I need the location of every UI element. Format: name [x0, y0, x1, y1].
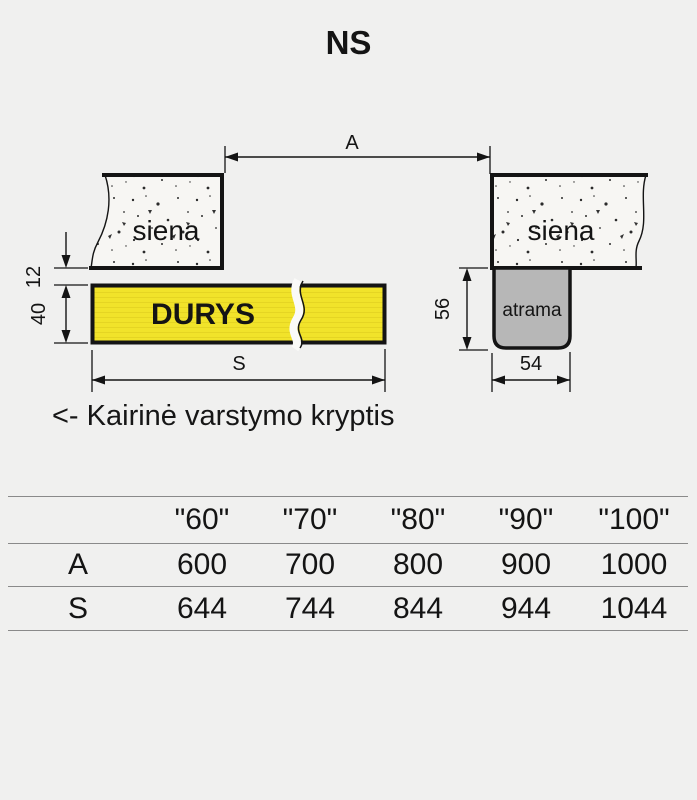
- row-s-value-70: 744: [284, 591, 336, 625]
- table-column-60: "60": [174, 503, 230, 536]
- dimension-s: [92, 349, 385, 392]
- table-corner-cell: [8, 497, 148, 543]
- table-column-100: "100": [598, 503, 670, 536]
- row-a-value-70: 700: [284, 548, 336, 581]
- row-a-value-80: 800: [392, 548, 444, 581]
- dimension-56: [432, 268, 488, 350]
- door: [93, 280, 385, 349]
- table-column-80: "80": [390, 503, 446, 536]
- row-a-value-90: 900: [500, 548, 552, 581]
- table-header-row: [8, 496, 688, 543]
- dim-54-arrow-right: [557, 376, 570, 385]
- dim-54-label: 54: [519, 353, 543, 375]
- table-row-a: [8, 543, 688, 586]
- dim-56-arrow-top: [463, 268, 472, 281]
- row-s-value-80: 844: [392, 591, 444, 625]
- right-wall: [490, 173, 648, 270]
- row-s-value-60: 644: [176, 591, 228, 625]
- dim-56-label: 56: [432, 297, 454, 321]
- page-title: NS: [325, 24, 372, 61]
- dimension-54: [492, 352, 570, 392]
- left-wall-label: siena: [132, 215, 200, 246]
- row-a-value-60: 600: [176, 548, 228, 581]
- dim-12-arrow: [62, 255, 71, 268]
- support-block: [494, 268, 570, 348]
- right-wall-label: siena: [527, 215, 595, 246]
- dim-a-arrow-right: [477, 153, 490, 162]
- dim-40-arrow-bottom: [62, 330, 71, 343]
- opening-direction-caption: <- Kairinė varstymo kryptis: [52, 400, 395, 432]
- row-s-value-90: 944: [500, 591, 552, 625]
- dim-a-arrow-left: [225, 153, 238, 162]
- table-column-90: "90": [498, 503, 554, 536]
- dim-s-arrow-right: [372, 376, 385, 385]
- left-wall: [89, 173, 224, 270]
- dim-s-arrow-left: [92, 376, 105, 385]
- dimension-a: [225, 132, 490, 174]
- row-s-value-100: 1044: [600, 591, 668, 625]
- dim-40-label: 40: [28, 302, 50, 326]
- dim-s-label: S: [232, 353, 246, 375]
- dimension-40: [28, 285, 88, 343]
- dim-40-arrow-top: [62, 285, 71, 298]
- row-a-label: A: [67, 548, 88, 581]
- dim-a-label: A: [345, 132, 359, 154]
- dimension-12: [23, 232, 88, 288]
- size-table: [8, 496, 688, 631]
- dim-12-label: 12: [23, 265, 45, 289]
- support-label: atrama: [502, 300, 562, 321]
- row-s-label: S: [67, 591, 88, 625]
- table-column-70: "70": [282, 503, 338, 536]
- table-row-s: [8, 586, 688, 631]
- dim-56-arrow-bottom: [463, 337, 472, 350]
- dim-54-arrow-left: [492, 376, 505, 385]
- row-a-value-100: 1000: [600, 548, 668, 581]
- door-label: DURYS: [151, 298, 255, 331]
